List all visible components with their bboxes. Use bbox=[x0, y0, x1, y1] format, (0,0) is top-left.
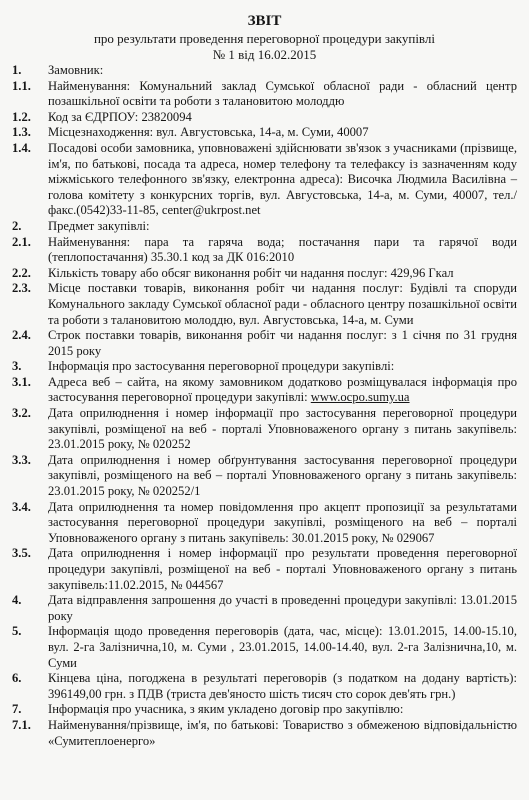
item-number: 3.4. bbox=[12, 499, 31, 514]
item-3-2 bbox=[12, 406, 517, 453]
item-number: 5. bbox=[12, 624, 22, 639]
item-text bbox=[48, 375, 517, 406]
item-text: Дата оприлюднення і номер інформації про застосування переговорної процедури закупівлі, розміщеної на веб - порталі Уповноваженого органу з питань закупівель: 23.01.2015 року, № 020252 bbox=[48, 406, 517, 452]
item-number: 2.3. bbox=[12, 281, 31, 296]
item-text: Інформація про учасника, з яким укладено договір про закупівлю: bbox=[48, 702, 404, 717]
item-text: Дата відправлення запрошення до участі в проведенні процедури закупівлі: 13.01.2015 року bbox=[48, 593, 517, 623]
item-2-1 bbox=[12, 235, 517, 266]
item-text: Місцезнаходження: вул. Августовська, 14-а, м. Суми, 40007 bbox=[48, 125, 369, 140]
item-number: 1.4. bbox=[12, 140, 31, 155]
item-text: Інформація про застосування переговорної процедури закупівлі: bbox=[48, 359, 395, 374]
item-text: Дата оприлюднення і номер інформації про результати проведення переговорної процедури закупівлі, розміщеної на веб - порталі Уповноваженого органу з питань закупівель:11.02.2015, № 044567 bbox=[48, 546, 517, 592]
item-7-1 bbox=[12, 718, 517, 749]
item-text-prefix: Адреса веб – сайта, на якому замовником додатково розміщувалася інформація про застосування переговорної процедури закупівлі: bbox=[48, 374, 517, 405]
item-number: 1.3. bbox=[12, 125, 31, 140]
item-4 bbox=[12, 593, 517, 624]
item-number: 3. bbox=[12, 359, 22, 374]
item-1-1 bbox=[12, 79, 517, 110]
item-number: 1.1. bbox=[12, 78, 31, 93]
item-2-2 bbox=[12, 266, 517, 282]
item-number: 2. bbox=[12, 218, 22, 233]
item-text: Предмет закупівлі: bbox=[48, 218, 150, 233]
document-title: ЗВІТ bbox=[247, 13, 282, 29]
item-1-2 bbox=[12, 110, 517, 126]
item-1-3 bbox=[12, 125, 517, 141]
item-text: Строк поставки товарів, виконання робіт чи надання послуг: з 1 січня по 31 грудня 2015 року bbox=[48, 328, 517, 358]
item-5 bbox=[12, 624, 517, 671]
item-1-4 bbox=[12, 141, 517, 219]
item-number: 1.2. bbox=[12, 109, 31, 124]
item-number: 2.4. bbox=[12, 328, 31, 343]
item-1 bbox=[12, 63, 517, 79]
document-subtitle: про результати проведення переговорної процедури закупівлі bbox=[93, 31, 436, 46]
item-number: 2.2. bbox=[12, 265, 31, 280]
item-3-1 bbox=[12, 375, 517, 406]
item-3-3 bbox=[12, 453, 517, 500]
item-2 bbox=[12, 219, 517, 235]
item-3 bbox=[12, 359, 517, 375]
item-number: 1. bbox=[12, 63, 22, 77]
item-2-4 bbox=[12, 328, 517, 359]
item-number: 7.1. bbox=[12, 717, 31, 732]
item-number: 3.2. bbox=[12, 406, 31, 421]
item-3-5 bbox=[12, 546, 517, 593]
item-6 bbox=[12, 671, 517, 702]
item-text: Кількість товару або обсяг виконання робіт чи надання послуг: 429,96 Гкал bbox=[48, 265, 454, 280]
item-number: 3.5. bbox=[12, 546, 31, 561]
report-body bbox=[12, 63, 517, 749]
website-link[interactable]: www.ocpo.sumy.ua bbox=[310, 390, 410, 405]
item-text: Дата оприлюднення і номер обґрунтування застосування переговорної процедури закупівлі, розміщеного на веб – порталі Уповноваженого органу з питань закупівель: 23.01.2015 року, № 020252/1 bbox=[48, 452, 517, 499]
item-text: Посадові особи замовника, уповноважені здійснювати зв'язок з учасниками (прізвище, ім'я, по батькові, посада та адреса, номер телефону та телефаксу із зазначенням коду міжміського телефонного зв'язку, електронна адреса): Височка Людмила Василівна – голова комітету з конкурсних торгів, вул. Августовська, 14-а, м. Суми, 40007, тел./факс.(0542)33-11-85, center@ukrpost.net bbox=[48, 140, 517, 218]
item-2-3 bbox=[12, 281, 517, 328]
item-text: Найменування: пара та гаряча вода; постачання пари та гарячої води (теплопостачання) 35.30.1 код за ДК 016:2010 bbox=[48, 234, 517, 265]
item-number: 6. bbox=[12, 671, 22, 686]
document-number-date: № 1 від 16.02.2015 bbox=[212, 47, 317, 62]
item-number: 3.1. bbox=[12, 374, 31, 389]
item-text: Замовник: bbox=[48, 63, 104, 77]
item-text: Код за ЄДРПОУ: 23820094 bbox=[48, 109, 192, 124]
item-7 bbox=[12, 702, 517, 718]
item-text: Інформація щодо проведення переговорів (дата, час, місце): 13.01.2015, 14.00-15.10, вул. 2-га Залізнична,10, м. Суми , 23.01.2015, 14.00-14.40, вул. 2-га Залізнична,10, м. Суми bbox=[48, 624, 517, 670]
item-number: 7. bbox=[12, 702, 22, 717]
item-number: 2.1. bbox=[12, 234, 31, 249]
item-text: Найменування/прізвище, ім'я, по батькові: Товариство з обмеженою відповідальністю «Сумитеплоенерго» bbox=[48, 717, 517, 748]
item-text: Кінцева ціна, погоджена в результаті переговорів (з податком на додану вартість): 396149,00 грн. з ПДВ (триста дев'яносто шість тисяч сто сорок дев'ять грн.) bbox=[48, 671, 517, 701]
item-text: Найменування: Комунальний заклад Сумської обласної ради - обласний центр позашкільної освіти та роботи з талановитою молоддю bbox=[48, 78, 517, 109]
item-text: Дата оприлюднення та номер повідомлення про акцепт пропозиції за результатами застосування переговорної процедури закупівлі, розміщеного на веб – порталі Уповноваженого органу з питань закупівель: 30.01.2015 року, № 029067 bbox=[48, 499, 517, 545]
item-number: 3.3. bbox=[12, 452, 31, 467]
item-number: 4. bbox=[12, 593, 22, 608]
item-3-4 bbox=[12, 500, 517, 547]
item-text: Місце поставки товарів, виконання робіт чи надання послуг: Будівлі та споруди Комунального закладу Сумської обласної ради - обласного центру позашкільної освіти та роботи з талановитою молоддю, вул. Августовська, 14-а, м. Суми bbox=[48, 281, 517, 327]
